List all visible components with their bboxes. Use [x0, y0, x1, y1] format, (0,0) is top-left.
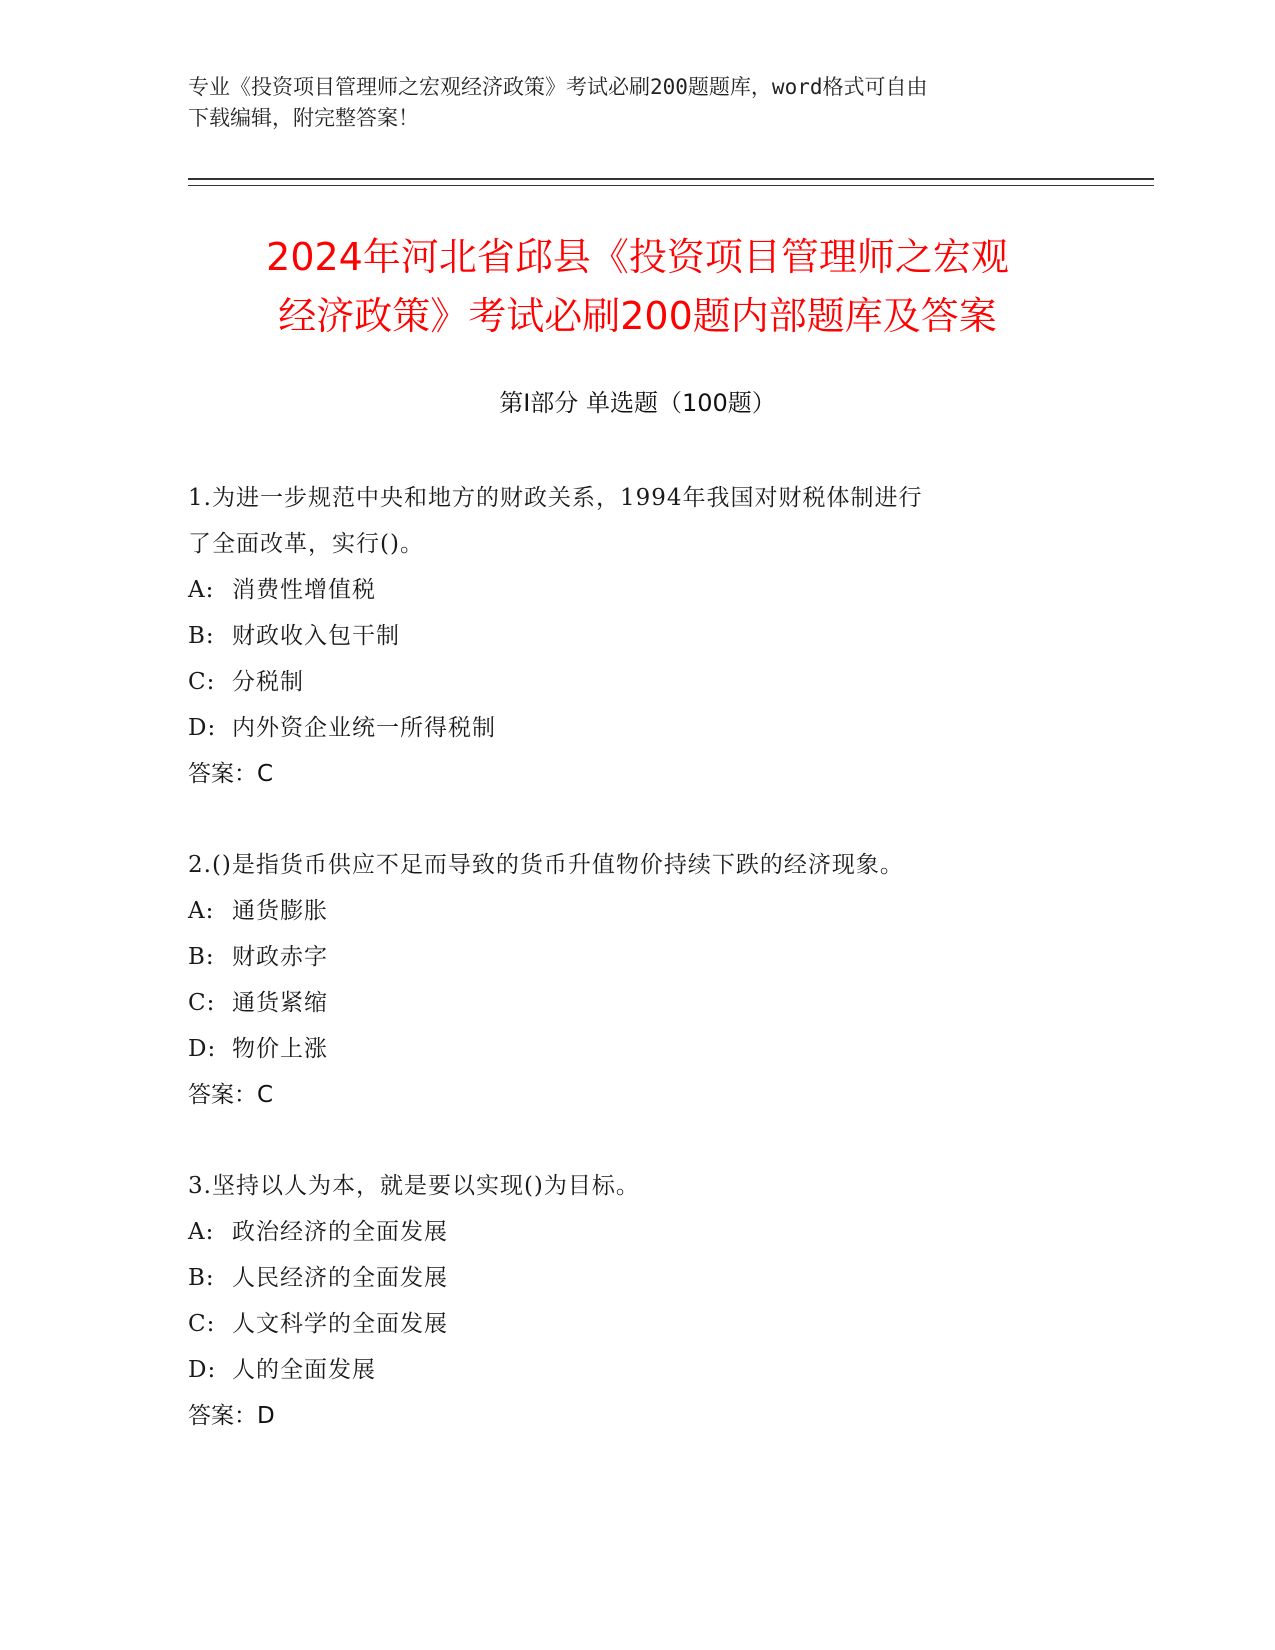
question-1	[188, 475, 1088, 797]
option-letter: C:	[188, 669, 216, 695]
document-title	[120, 228, 1155, 346]
option-letter: B:	[188, 944, 215, 970]
document-title-line2: 经济政策》考试必刷200题内部题库及答案	[278, 294, 997, 338]
option-d	[188, 1026, 1088, 1072]
option-letter: A:	[188, 1219, 215, 1245]
option-text: 通货膨胀	[232, 898, 328, 924]
question-stem-continued: 了全面改革，实行()。	[188, 531, 424, 557]
question-stem: 3.坚持以人为本，就是要以实现()为目标。	[188, 1173, 640, 1199]
option-b	[188, 1255, 1088, 1301]
header-note-line1: 专业《投资项目管理师之宏观经济政策》考试必刷200题题库，word格式可自由	[188, 75, 928, 99]
header-note	[188, 72, 1088, 134]
option-text: 物价上涨	[232, 1036, 328, 1062]
option-text: 人民经济的全面发展	[232, 1265, 448, 1291]
answer: 答案：C	[188, 1082, 274, 1108]
question-list	[188, 475, 1088, 1484]
option-text: 财政收入包干制	[232, 623, 400, 649]
option-text: 政治经济的全面发展	[232, 1219, 448, 1245]
question-3	[188, 1163, 1088, 1439]
option-a	[188, 1209, 1088, 1255]
option-letter: B:	[188, 623, 215, 649]
option-b	[188, 613, 1088, 659]
option-text: 通货紧缩	[232, 990, 328, 1016]
option-text: 分税制	[232, 669, 304, 695]
option-text: 人的全面发展	[232, 1357, 376, 1383]
header-note-line2: 下载编辑，附完整答案！	[188, 106, 419, 130]
option-b	[188, 934, 1088, 980]
option-c	[188, 659, 1088, 705]
question-stem: 1.为进一步规范中央和地方的财政关系，1994年我国对财税体制进行	[188, 485, 923, 511]
option-c	[188, 980, 1088, 1026]
option-text: 消费性增值税	[232, 577, 376, 603]
option-letter: B:	[188, 1265, 215, 1291]
option-letter: A:	[188, 898, 215, 924]
answer: 答案：C	[188, 761, 274, 787]
option-text: 人文科学的全面发展	[232, 1311, 448, 1337]
option-c	[188, 1301, 1088, 1347]
option-a	[188, 888, 1088, 934]
header-divider-thin	[188, 185, 1154, 186]
option-letter: C:	[188, 990, 216, 1016]
option-letter: D:	[188, 715, 217, 741]
document-title-line1: 2024年河北省邱县《投资项目管理师之宏观	[266, 235, 1009, 279]
option-letter: D:	[188, 1036, 217, 1062]
answer: 答案：D	[188, 1403, 275, 1429]
option-text: 财政赤字	[232, 944, 328, 970]
option-d	[188, 1347, 1088, 1393]
option-letter: A:	[188, 577, 215, 603]
header-divider-thick	[188, 178, 1154, 180]
option-a	[188, 567, 1088, 613]
option-d	[188, 705, 1088, 751]
question-2	[188, 842, 1088, 1118]
option-text: 内外资企业统一所得税制	[232, 715, 496, 741]
question-stem: 2.()是指货币供应不足而导致的货币升值物价持续下跌的经济现象。	[188, 852, 904, 878]
section-title: 第Ⅰ部分 单选题（100题）	[499, 389, 776, 417]
option-letter: C:	[188, 1311, 216, 1337]
option-letter: D:	[188, 1357, 217, 1383]
